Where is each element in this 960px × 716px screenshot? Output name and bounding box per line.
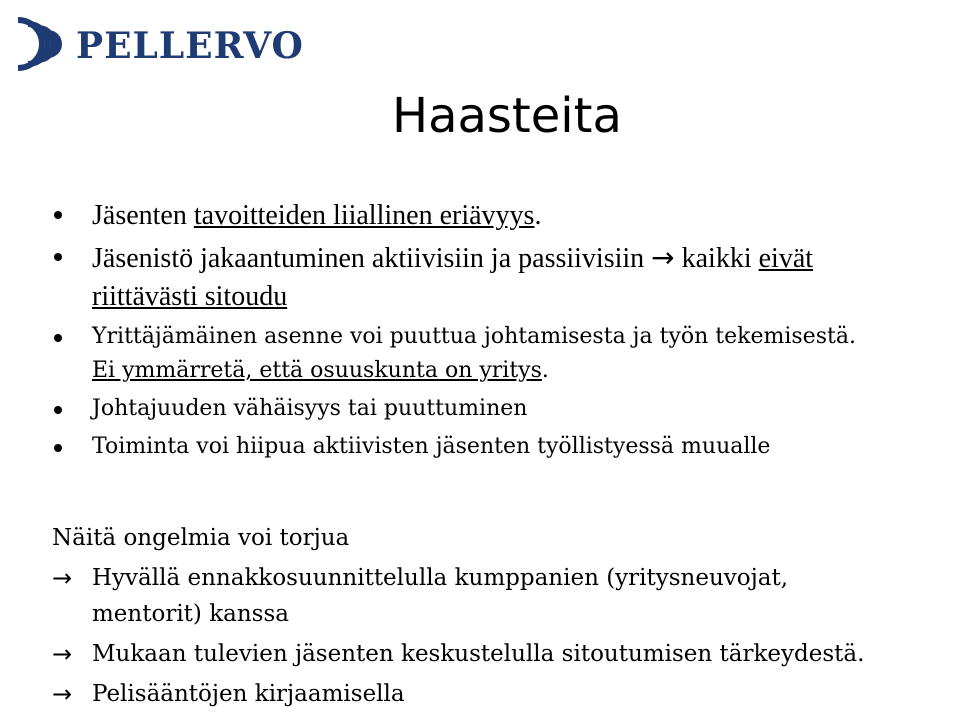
solutions-section [52, 520, 942, 712]
list-item [52, 239, 932, 316]
logo-text: PELLERVO [76, 25, 304, 67]
solution-text: Mukaan tulevien jäsenten keskustelulla sitoutumisen tärkeydestä. [92, 641, 865, 667]
list-item [52, 320, 932, 388]
bullet-icon [54, 211, 62, 219]
list-item [52, 197, 932, 235]
solution-text: Pelisääntöjen kirjaamisella [92, 681, 405, 707]
arrow-icon: → [651, 241, 675, 274]
solutions-heading: Näitä ongelmia voi torjua [52, 525, 350, 551]
underlined-text: eivät [758, 243, 814, 274]
bullet-text: Jäsenten [92, 200, 194, 231]
underlined-text: Ei ymmärretä, että osuuskunta on yritys [92, 358, 542, 383]
list-item [52, 392, 932, 426]
solution-text: mentorit) kanssa [92, 601, 289, 627]
bullet-text: Yrittäjämäinen asenne voi puuttua johtamisesta ja työn tekemisestä. [92, 324, 856, 349]
solution-item [52, 636, 942, 672]
bullet-text: . [541, 358, 549, 383]
bullet-text: kaikki [674, 243, 759, 274]
bullet-icon [54, 334, 62, 342]
slide-title: Haasteita [392, 88, 622, 144]
list-item [52, 430, 932, 464]
bullet-text: . [534, 200, 542, 231]
underlined-text: riittävästi sitoudu [92, 281, 288, 312]
bullet-text: Johtajuuden vähäisyys tai puuttuminen [92, 396, 528, 421]
bullet-icon [54, 406, 62, 414]
solution-item [52, 676, 942, 712]
bullet-text: Toiminta voi hiipua aktiivisten jäsenten työllistyessä muualle [92, 434, 771, 459]
bullet-text: Jäsenistö jakaantuminen aktiivisiin ja passiivisiin [92, 243, 652, 274]
bullet-icon [54, 253, 62, 261]
underlined-text: tavoitteiden liiallinen eriävyys [193, 200, 535, 231]
arrow-icon: → [52, 640, 73, 668]
logo-mark-icon [12, 16, 72, 72]
pellervo-logo [12, 16, 312, 72]
solution-text: Hyvällä ennakkosuunnittelulla kumppanien (yritysneuvojat, [92, 565, 789, 591]
arrow-icon: → [52, 564, 73, 592]
solution-item [52, 560, 942, 632]
bullet-icon [54, 444, 62, 452]
challenge-list [52, 197, 932, 468]
arrow-icon: → [52, 680, 73, 708]
